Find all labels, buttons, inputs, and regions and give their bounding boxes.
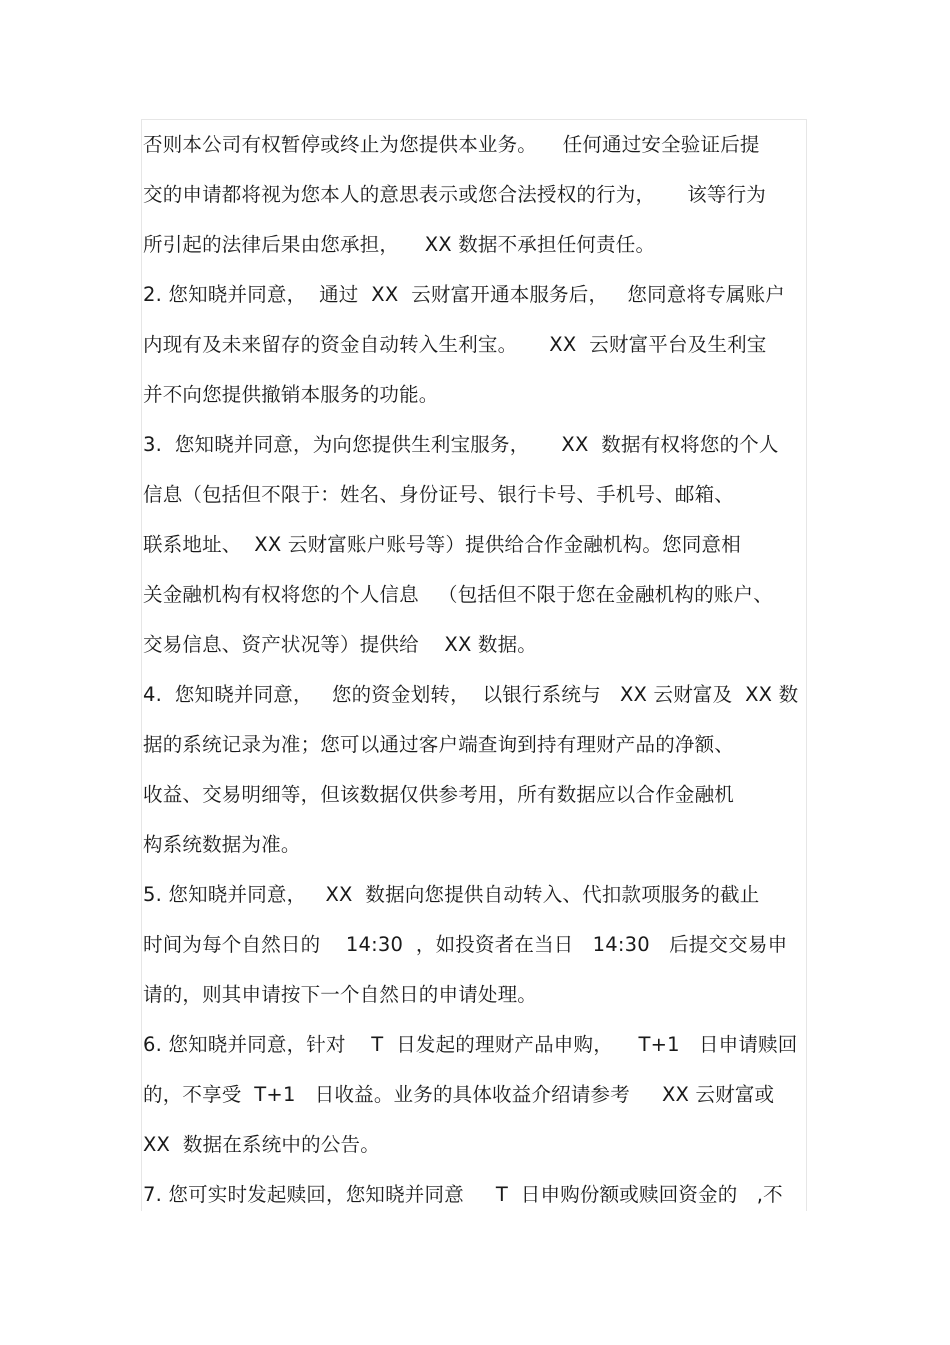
text-line: 时间为每个自然日的 14:30 ，如投资者在当日 14:30 后提交交易申 xyxy=(143,933,788,956)
text-line: 联系地址、 XX 云财富账户账号等）提供给合作金融机构。您同意相 xyxy=(143,533,741,556)
text-line: 否则本公司有权暂停或终止为您提供本业务。 任何通过安全验证后提 xyxy=(143,133,760,156)
text-line: 内现有及未来留存的资金自动转入生利宝。 XX 云财富平台及生利宝 xyxy=(143,333,767,356)
text-line: 关金融机构有权将您的个人信息 （包括但不限于您在金融机构的账户、 xyxy=(143,583,773,606)
text-line: 交的申请都将视为您本人的意思表示或您合法授权的行为， 该等行为 xyxy=(143,183,766,206)
text-line: 并不向您提供撤销本服务的功能。 xyxy=(143,383,439,406)
clause-6-line: 6. 您知晓并同意，针对 T 日发起的理财产品申购， T+1 日申请赎回 xyxy=(143,1033,798,1056)
text-line: 据的系统记录为准；您可以通过客户端查询到持有理财产品的净额、 xyxy=(143,733,735,756)
clause-7-line: 7. 您可实时发起赎回，您知晓并同意 T 日申购份额或赎回资金的 ,不 xyxy=(143,1183,783,1206)
text-line: 收益、交易明细等，但该数据仅供参考用，所有数据应以合作金融机 xyxy=(143,783,735,806)
text-line: 所引起的法律后果由您承担， XX 数据不承担任何责任。 xyxy=(143,233,656,256)
text-line: XX 数据在系统中的公告。 xyxy=(143,1133,380,1156)
clause-5-line: 5. 您知晓并同意， XX 数据向您提供自动转入、代扣款项服务的截止 xyxy=(143,883,760,906)
text-line: 交易信息、资产状况等）提供给 XX 数据。 xyxy=(143,633,538,656)
text-line: 信息（包括但不限于：姓名、身份证号、银行卡号、手机号、邮箱、 xyxy=(143,483,735,506)
clause-4-line: 4. 您知晓并同意， 您的资金划转， 以银行系统与 XX 云财富及 XX 数 xyxy=(143,683,799,706)
clause-2-line: 2. 您知晓并同意， 通过 XX 云财富开通本服务后， 您同意将专属账户 xyxy=(143,283,786,306)
text-line: 构系统数据为准。 xyxy=(143,833,301,856)
text-line: 请的，则其申请按下一个自然日的申请处理。 xyxy=(143,983,538,1006)
document-body xyxy=(143,123,813,1223)
text-line: 的，不享受 T+1 日收益。业务的具体收益介绍请参考 XX 云财富或 xyxy=(143,1083,775,1106)
clause-3-line: 3. 您知晓并同意，为向您提供生利宝服务， XX 数据有权将您的个人 xyxy=(143,433,779,456)
